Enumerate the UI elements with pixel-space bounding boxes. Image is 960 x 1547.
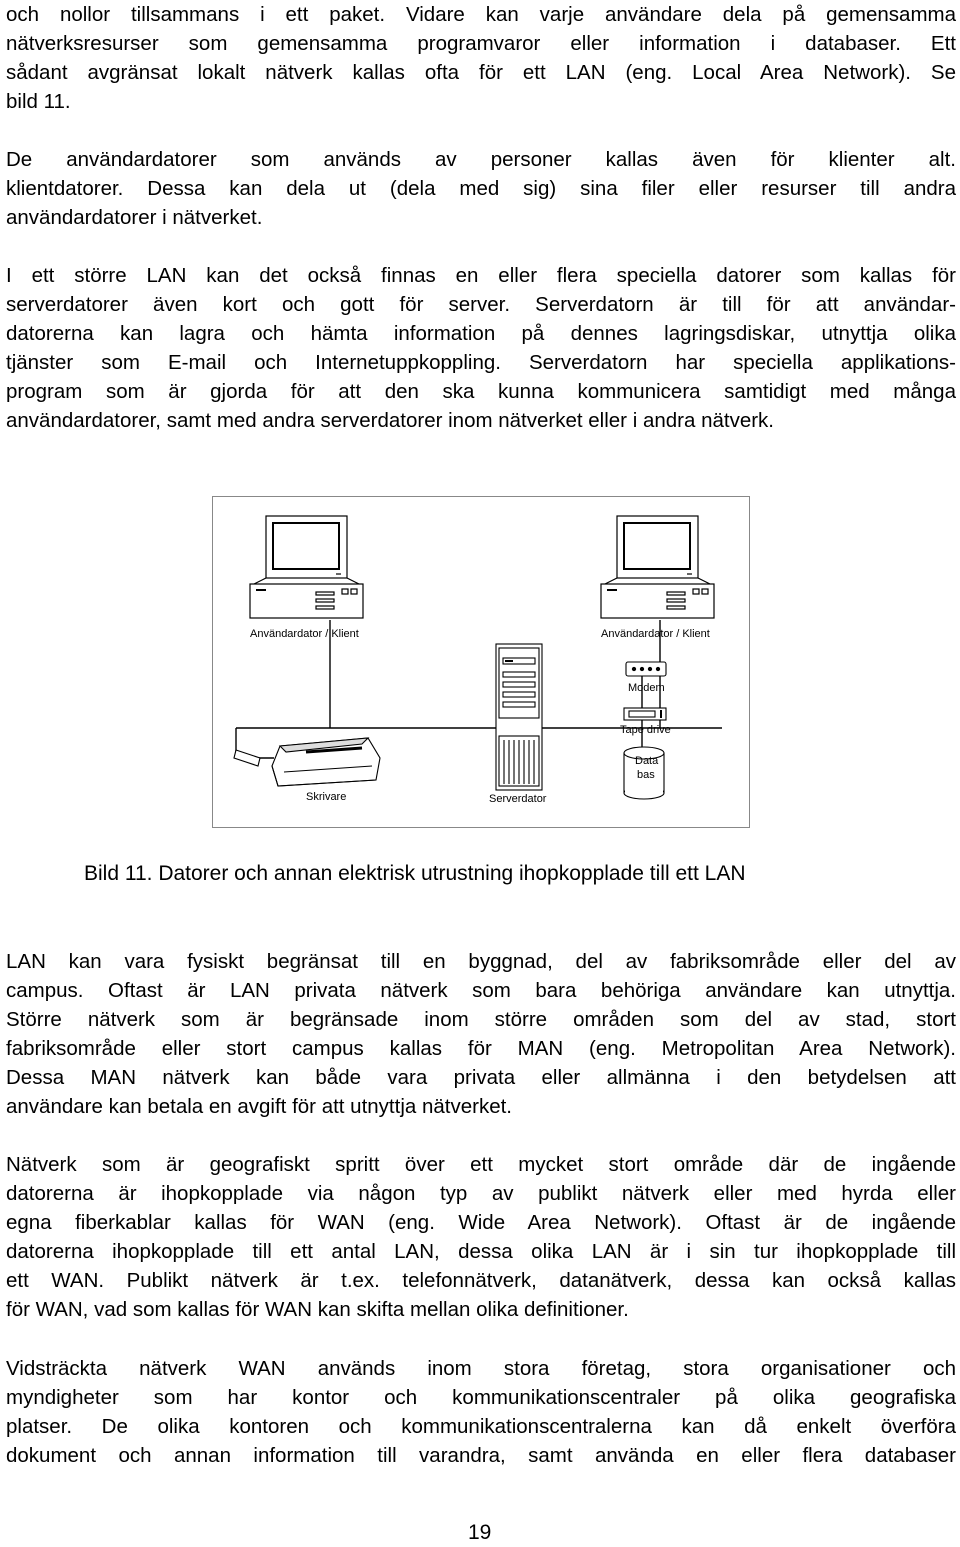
server-tower-icon: [496, 644, 542, 790]
paragraph-line: nätverksresurser som gemensamma programvaror eller information i databaser. Ett: [6, 32, 956, 55]
database-label-line2: bas: [637, 769, 655, 781]
paragraph-line: Dessa MAN nätverk kan både vara privata eller allmänna i den betydelsen att: [6, 1066, 956, 1089]
paragraph-2: [6, 145, 956, 232]
paragraph-3: [6, 261, 956, 435]
lan-network-figure: [212, 496, 750, 828]
paragraph-line: klientdatorer. Dessa kan dela ut (dela med sig) sina filer eller resurser till andra: [6, 177, 956, 200]
database-label-line1: Data: [635, 755, 659, 767]
paragraph-line: LAN kan vara fysiskt begränsat till en byggnad, del av fabriksområde eller del av: [6, 950, 956, 973]
paragraph-line: De användardatorer som används av personer kallas även för klienter alt.: [6, 148, 956, 171]
paragraph-line: Nätverk som är geografiskt spritt över ett mycket stort område där de ingående: [6, 1153, 956, 1176]
paragraph-line: I ett större LAN kan det också finnas en eller flera speciella datorer som kallas för: [6, 264, 956, 287]
paragraph-6: [6, 1354, 956, 1470]
paragraph-line: sådant avgränsat lokalt nätverk kallas ofta för ett LAN (eng. Local Area Network). Se: [6, 61, 956, 84]
figure-caption: Bild 11. Datorer och annan elektrisk utrustning ihopkopplade till ett LAN: [84, 862, 746, 885]
paragraph-line: serverdatorer även kort och gott för server. Serverdatorn är till för att användar-: [6, 293, 956, 316]
paragraph-line: datorerna är ihopkopplade via någon typ av publikt nätverk eller med hyrda eller: [6, 1182, 956, 1205]
client-computer-icon: [250, 516, 363, 618]
modem-label: Modem: [628, 682, 665, 694]
paragraph-line: användardatorer i nätverket.: [6, 206, 263, 229]
paragraph-line: för WAN, vad som kallas för WAN kan skifta mellan olika definitioner.: [6, 1298, 629, 1321]
tape-drive-label: Tape drive: [620, 724, 671, 736]
paragraph-5: [6, 1150, 956, 1324]
paragraph-line: Vidsträckta nätverk WAN används inom stora företag, stora organisationer och: [6, 1357, 956, 1380]
paragraph-line: platser. De olika kontoren och kommunikationscentralerna kan då enkelt överföra: [6, 1415, 956, 1438]
client-label-left: Användardator / Klient: [250, 628, 359, 640]
paragraph-line: myndigheter som har kontor och kommunikationscentraler på olika geografiska: [6, 1386, 956, 1409]
paragraph-4: [6, 947, 956, 1121]
paragraph-line: datorerna kan lagra och hämta information på dennes lagringsdiskar, utnyttja olika: [6, 322, 956, 345]
page-number: 19: [468, 1521, 492, 1544]
paragraph-line: datorerna ihopkopplade till ett antal LAN, dessa olika LAN är i sin tur ihopkopplade till: [6, 1240, 956, 1263]
paragraph-line: campus. Oftast är LAN privata nätverk som bara behöriga användare kan utnyttja.: [6, 979, 956, 1002]
modem-icon: [626, 662, 666, 676]
server-label: Serverdator: [489, 793, 547, 805]
paragraph-line: användardatorer, samt med andra serverdatorer inom nätverket eller i andra nätverk.: [6, 409, 774, 432]
paragraph-line: program som är gjorda för att den ska kunna kommunicera samtidigt med många: [6, 380, 956, 403]
client-computer-icon: [601, 516, 714, 618]
paragraph-line: egna fiberkablar kallas för WAN (eng. Wide Area Network). Oftast är de ingående: [6, 1211, 956, 1234]
paragraph-line: Större nätverk som är begränsade inom större områden som del av stad, stort: [6, 1008, 956, 1031]
paragraph-line: ett WAN. Publikt nätverk är t.ex. telefonnätverk, datanätverk, dessa kan också kallas: [6, 1269, 956, 1292]
paragraph-line: bild 11.: [6, 90, 71, 113]
client-label-right: Användardator / Klient: [601, 628, 710, 640]
paragraph-line: användare kan betala en avgift för att utnyttja nätverket.: [6, 1095, 512, 1118]
paragraph-line: tjänster som E-mail och Internetuppkoppling. Serverdatorn har speciella applikations-: [6, 351, 956, 374]
paragraph-1: [6, 0, 956, 116]
paragraph-line: dokument och annan information till varandra, samt använda en eller flera databaser: [6, 1444, 956, 1467]
paragraph-line: fabriksområde eller stort campus kallas för MAN (eng. Metropolitan Area Network).: [6, 1037, 956, 1060]
printer-label: Skrivare: [306, 791, 347, 803]
paragraph-line: och nollor tillsammans i ett paket. Vidare kan varje användare dela på gemensamma: [6, 3, 956, 26]
tape-drive-icon: [624, 708, 666, 720]
